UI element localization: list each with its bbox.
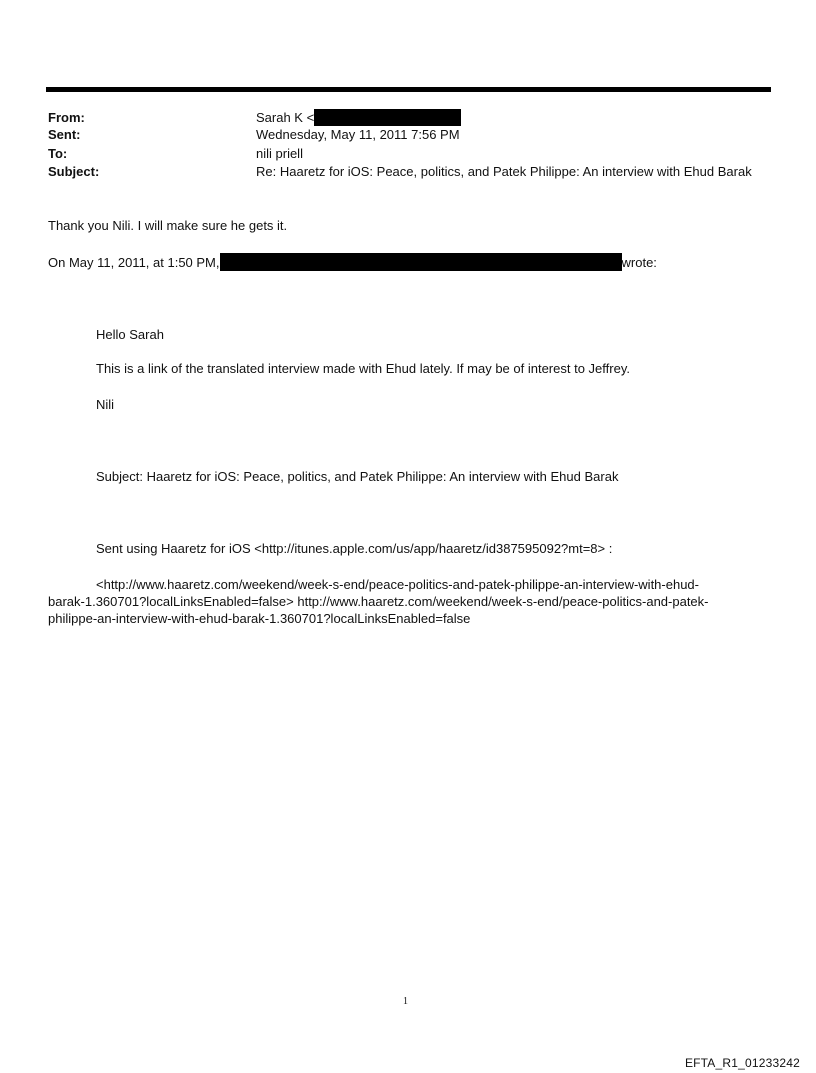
to-value: nili priell <box>256 146 303 161</box>
to-label: To: <box>48 146 68 161</box>
page-number: 1 <box>403 996 408 1007</box>
link-line-3: philippe-an-interview-with-ehud-barak-1.360701?localLinksEnabled=false <box>48 611 471 626</box>
quote-attribution <box>48 254 657 271</box>
link-line-2: barak-1.360701?localLinksEnabled=false> http://www.haaretz.com/weekend/week-s-end/peace-politics-and-patek- <box>48 594 709 609</box>
sent-label: Sent: <box>48 127 81 142</box>
forwarded-subject: Subject: Haaretz for iOS: Peace, politics, and Patek Philippe: An interview with Ehud Barak <box>96 469 619 484</box>
sender-redaction <box>220 253 622 271</box>
from-email-redaction <box>314 109 461 126</box>
signoff: Nili <box>96 397 115 412</box>
message-line: This is a link of the translated interview made with Ehud lately. If may be of interest to Jeffrey. <box>96 361 630 376</box>
sent-value: Wednesday, May 11, 2011 7:56 PM <box>256 127 460 142</box>
quote-prefix: On May 11, 2011, at 1:50 PM, <box>48 255 220 270</box>
subject-value: Re: Haaretz for iOS: Peace, politics, and Patek Philippe: An interview with Ehud Barak <box>256 164 752 179</box>
from-value <box>256 109 461 126</box>
sent-using-line: Sent using Haaretz for iOS <http://itunes.apple.com/us/app/haaretz/id387595092?mt=8> : <box>96 541 613 556</box>
reply-line: Thank you Nili. I will make sure he gets it. <box>48 218 288 233</box>
from-label: From: <box>48 110 85 125</box>
quote-suffix: wrote: <box>621 255 657 270</box>
bates-number: EFTA_R1_01233242 <box>684 1056 800 1070</box>
from-name: Sarah K < <box>256 110 315 125</box>
greeting: Hello Sarah <box>96 327 164 342</box>
link-line-1: <http://www.haaretz.com/weekend/week-s-end/peace-politics-and-patek-philippe-an-interview-with-ehud- <box>96 577 699 592</box>
subject-label: Subject: <box>48 164 100 179</box>
header-rule <box>46 87 771 92</box>
